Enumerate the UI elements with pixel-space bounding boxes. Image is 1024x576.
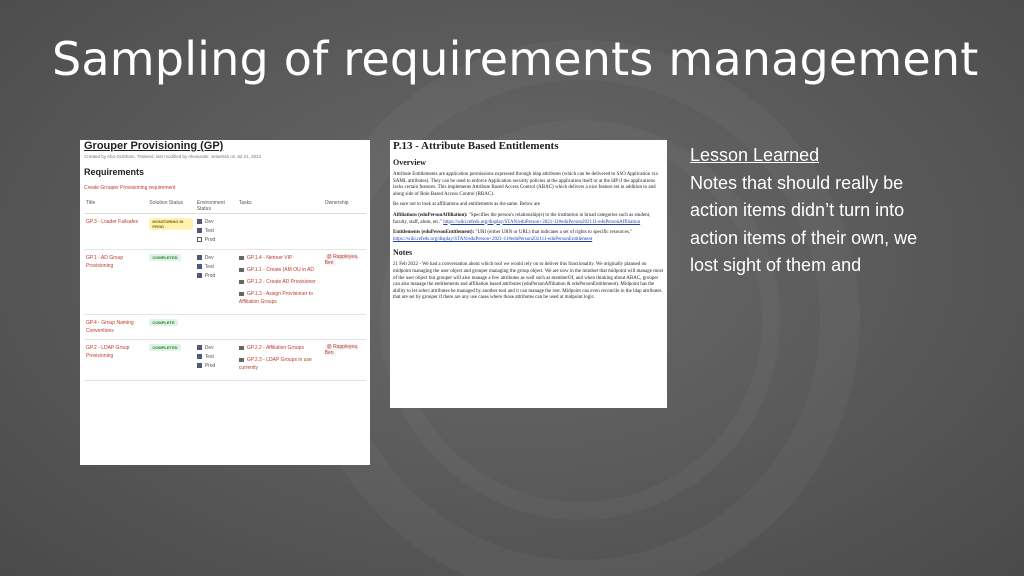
task-link[interactable] [239,278,321,286]
task-label: GP.2.2 - Affiliation Groups [246,345,304,351]
affiliation-paragraph [393,213,664,226]
lesson-learned-block [690,142,920,280]
affiliation-text: "Specifies the person's relationship(s) to the institution in broad categories such as student, faculty, staff, alum, etc." [393,212,651,225]
requirement-title-link[interactable]: GP.2 - LDAP Group Provisioning [84,340,147,381]
task-link[interactable] [239,290,321,306]
env-label: Test [204,228,214,234]
status-badge: COMPLETE [149,319,177,326]
env-label: Dev [204,255,214,261]
p13-page-title: P.13 - Attribute Based Entitlements [393,140,559,152]
requirement-title-link[interactable]: GP.4 - Group Naming Conventions [84,315,147,340]
requirements-table [84,199,366,381]
env-checkbox-item[interactable] [197,218,235,227]
table-row [84,340,366,381]
checkbox-icon[interactable] [197,219,202,224]
checkbox-icon[interactable] [197,354,202,359]
task-label: GP.1.3 - Assign Provisioner to Affiliation Groups [238,291,313,305]
task-link[interactable] [239,344,321,352]
task-link[interactable] [239,254,321,262]
affiliation-label: Affiliations (eduPersonAffiliation): [393,212,468,218]
task-icon [239,268,244,272]
owner-mention[interactable]: @ Rappleyea, Ben [324,344,359,356]
table-row [84,214,366,250]
env-checkbox-item[interactable] [197,254,235,263]
grouper-provisioning-screenshot [80,140,370,465]
env-checkbox-item[interactable] [197,236,235,245]
task-link[interactable] [239,356,321,372]
task-icon [239,256,244,260]
owner-mention[interactable]: @ Rappleyea, Ben [324,254,359,266]
gp-page-title: Grouper Provisioning (GP) [84,140,224,152]
env-checkbox-item[interactable] [197,263,235,272]
env-label: Prod [204,273,216,279]
notes-text: 21 Feb 2022 - We had a conversation about which tool we would rely on to deliver this functionality. We originally planned on midpoint managing the user object and grouper managing the group object. We are now in the mindset that midpoint will manage most of the user object but grouper will also manage a few attributes as well such as memberOf, and when thinking about ABAC, grouper can also manage the entitlements and affiliation based attributes (eduPersonAffiliation & eduPersonEntitlement). Midpoint has the ability to let select attributes be managed by another tool and it can manage the rest. Midpoint can even reconcile in the ldap attributes that are set by grouper if there are any use cases where those attributes can be used at midpoint logic. [393,262,663,301]
checkbox-icon[interactable] [197,264,202,269]
env-checkbox-item[interactable] [197,227,235,236]
status-badge: COMPLETED [149,254,180,261]
env-checkbox-item[interactable] [197,353,235,362]
env-checkbox-item[interactable] [197,362,235,371]
table-row [84,250,366,315]
entitlement-label: Entitlements (eduPersonEntitlement): [393,230,475,236]
env-checkbox-item[interactable] [197,344,235,353]
affiliation-link[interactable]: https://wiki.refeds.org/display/STAN/eduPerson+2021-11#eduPerson202111-eduPersonAffiliation [443,219,641,225]
column-header: Ownership [323,199,366,214]
attribute-entitlements-screenshot [390,140,667,408]
env-label: Prod [204,237,216,243]
notes-heading: Notes [393,248,413,258]
env-label: Prod [204,363,216,369]
checkbox-icon[interactable] [197,273,202,278]
task-label: GP.1.1 - Create (AM OU in AD [246,267,315,273]
overview-text: Attribute Entitlements are application permissions expressed through ldap attributes (which can be delivered to SSO Application via SAML attributes). They can be used to enforce Application security policies at the application itself or at the IdP if the applications lacks certain features. This implements Attribute Based Access Control (ABAC) which delivers a nice feature set in addition to and along side of Role Based Access Control (RBAC). [393,172,658,197]
gp-meta: Created by Abu-Gulsham, Trabeed, last modified by Alexander, Jelaehah on Jul 21, 2022 [84,154,262,159]
task-icon [239,358,244,362]
column-header: Title [84,199,147,214]
lesson-heading: Lesson Learned [690,145,820,165]
checkbox-icon[interactable] [197,363,202,368]
note-text: Be sure not to look at affiliations and entitlements as the same. Below are [393,202,541,208]
env-label: Dev [204,345,214,351]
task-icon [239,292,244,296]
entitlement-text: "URI (either URN or URL) that indicates a set of rights to specific resources." [475,230,633,236]
task-label: GP.2.3 - LDAP Groups in use currently [238,357,312,371]
checkbox-icon[interactable] [197,345,202,350]
overview-heading: Overview [393,158,426,167]
checkbox-icon[interactable] [197,255,202,260]
env-checkbox-item[interactable] [197,272,235,281]
checkbox-icon[interactable] [197,237,202,242]
task-label: GP.1.2 - Create AD Provisioner [246,279,316,285]
entitlement-link[interactable]: https://wiki.refeds.org/display/STAN/eduPerson+2021-11#eduPerson202111-eduPersonEntitlement [393,236,593,242]
task-icon [239,280,244,284]
task-icon [239,346,244,350]
env-label: Test [204,264,214,270]
status-badge: MONITORING IN PROD [149,218,192,230]
status-badge: COMPLETED [149,344,180,351]
entitlement-paragraph [393,230,664,243]
env-label: Dev [204,219,214,225]
requirement-title-link[interactable]: GP.3 - Loader Failsafes [84,214,147,250]
create-requirement-link[interactable]: Create Grouper Provisioning requirement [84,185,176,191]
column-header: Environment Status [195,199,237,214]
column-header: Tasks [237,199,323,214]
requirement-title-link[interactable]: GP.1 - AD Group Provisioning [84,250,147,315]
requirements-heading: Requirements [84,167,145,177]
env-label: Test [204,354,214,360]
column-header: Solution Status [147,199,194,214]
checkbox-icon[interactable] [197,228,202,233]
table-row [84,315,366,340]
task-link[interactable] [239,266,321,274]
slide-title: Sampling of requirements management [52,32,979,86]
lesson-body: Notes that should really be action items didn’t turn into action items of their own, we lost sight of them and [690,172,918,275]
task-label: GP.1.4 - Netreer VIP [246,255,293,261]
